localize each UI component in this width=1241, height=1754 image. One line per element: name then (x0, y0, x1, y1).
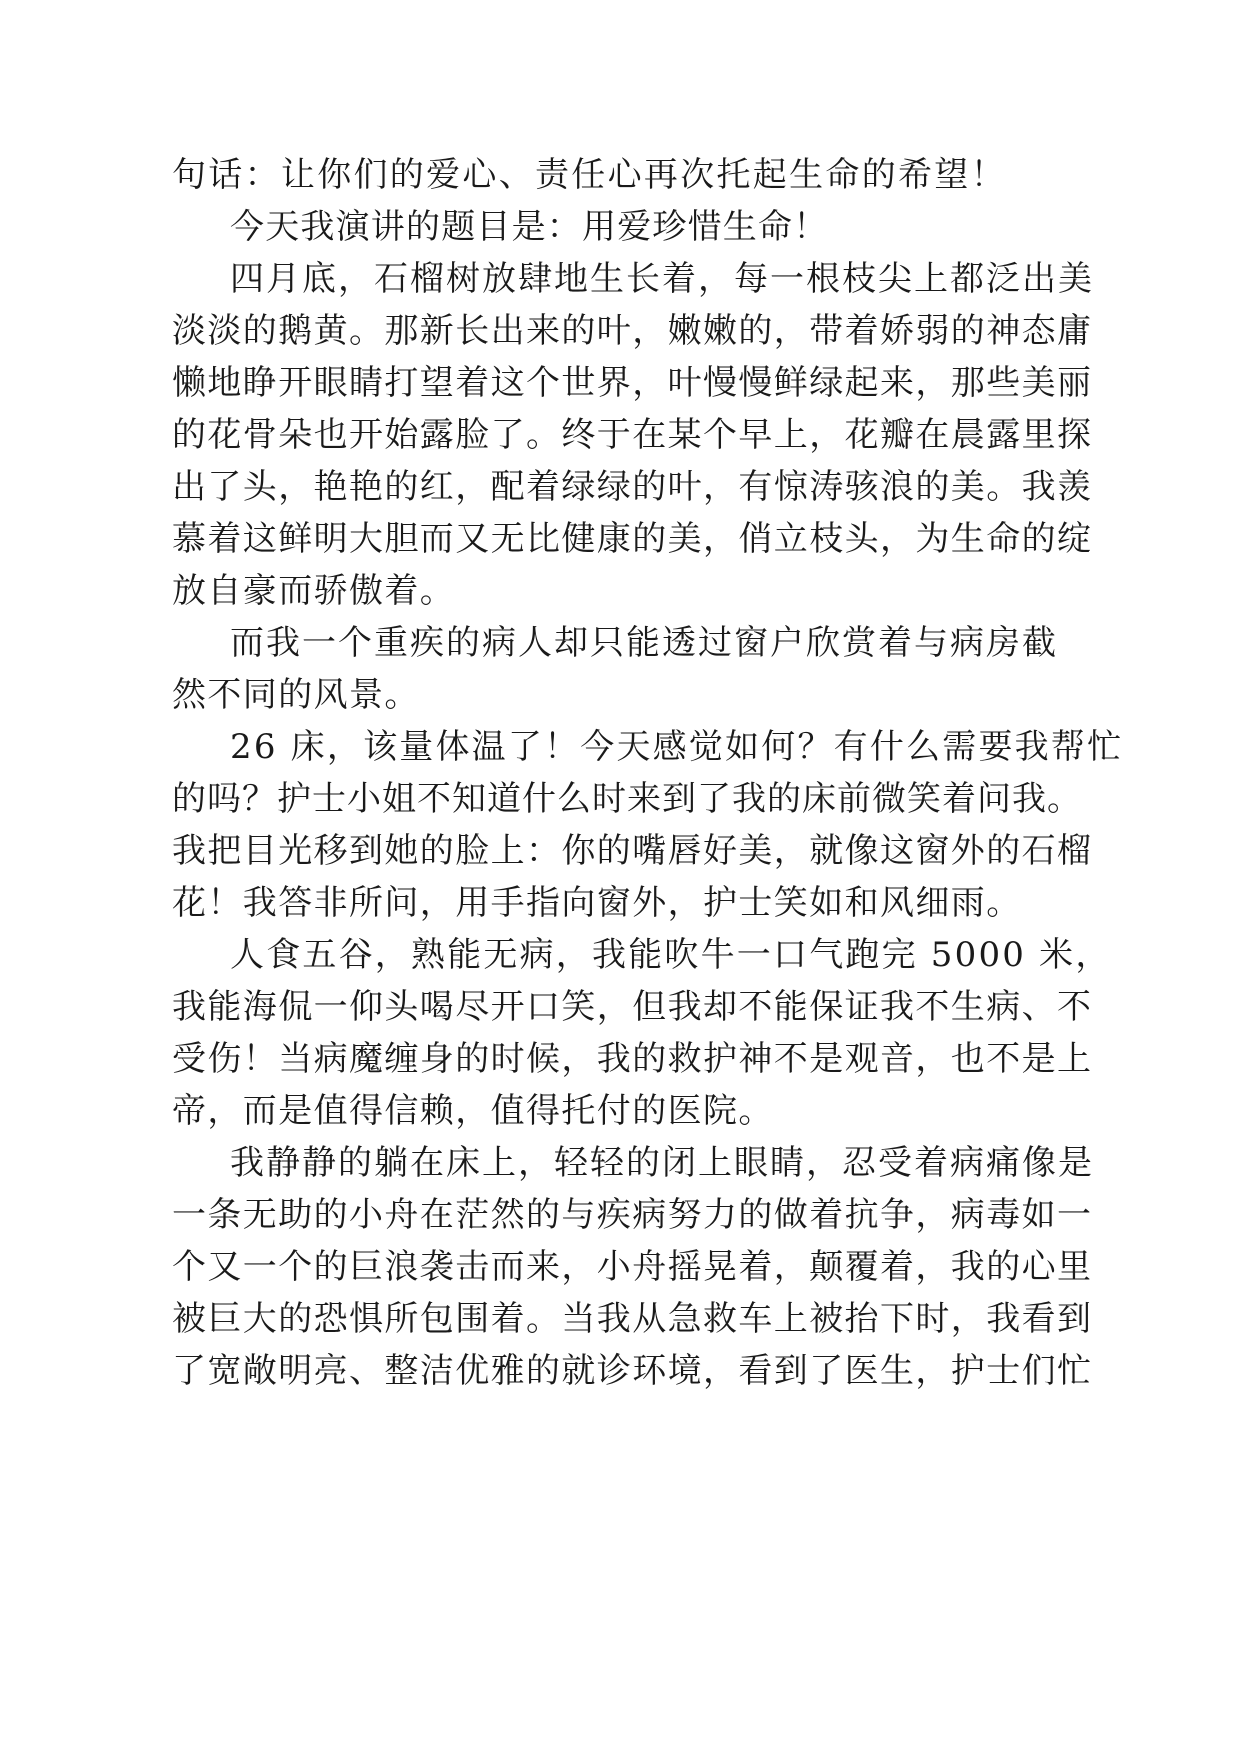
text-line: 出了头，艳艳的红，配着绿绿的叶，有惊涛骇浪的美。我羡 (172, 467, 1093, 507)
text-line: 人食五谷，熟能无病，我能吹牛一口气跑完 5000 米， (230, 935, 1112, 975)
text-line: 句话：让你们的爱心、责任心再次托起生命的希望！ (172, 155, 1007, 195)
text-line: 受伤！当病魔缠身的时候，我的救护神不是观音，也不是上 (172, 1039, 1093, 1079)
text-line: 今天我演讲的题目是：用爱珍惜生命！ (230, 207, 829, 247)
text-line: 然不同的风景。 (172, 675, 420, 715)
text-line: 个又一个的巨浪袭击而来，小舟摇晃着，颠覆着，我的心里 (172, 1247, 1093, 1287)
text-line: 了宽敞明亮、整洁优雅的就诊环境，看到了医生，护士们忙 (172, 1351, 1093, 1391)
text-line: 淡淡的鹅黄。那新长出来的叶，嫩嫩的，带着娇弱的神态庸 (172, 311, 1093, 351)
text-line: 而我一个重疾的病人却只能透过窗户欣赏着与病房截 (230, 623, 1058, 663)
text-line: 我静静的躺在床上，轻轻的闭上眼睛，忍受着病痛像是 (230, 1143, 1094, 1183)
text-line: 慕着这鲜明大胆而又无比健康的美，俏立枝头，为生命的绽 (172, 519, 1093, 559)
text-line: 四月底，石榴树放肆地生长着，每一根枝尖上都泛出美 (230, 259, 1094, 299)
text-line: 我把目光移到她的脸上：你的嘴唇好美，就像这窗外的石榴 (172, 831, 1093, 871)
text-line: 懒地睁开眼睛打望着这个世界，叶慢慢鲜绿起来，那些美丽 (172, 363, 1093, 403)
text-line: 的花骨朵也开始露脸了。终于在某个早上，花瓣在晨露里探 (172, 415, 1093, 455)
text-line: 一条无助的小舟在茫然的与疾病努力的做着抗争，病毒如一 (172, 1195, 1093, 1235)
text-line: 花！我答非所问，用手指向窗外，护士笑如和风细雨。 (172, 883, 1022, 923)
text-line: 26 床，该量体温了！今天感觉如何？有什么需要我帮忙 (230, 727, 1124, 767)
text-line: 被巨大的恐惧所包围着。当我从急救车上被抬下时，我看到 (172, 1299, 1093, 1339)
text-line: 我能海侃一仰头喝尽开口笑，但我却不能保证我不生病、不 (172, 987, 1093, 1027)
text-line: 放自豪而骄傲着。 (172, 571, 456, 611)
text-line: 帝，而是值得信赖，值得托付的医院。 (172, 1091, 774, 1131)
text-line: 的吗？护士小姐不知道什么时来到了我的床前微笑着问我。 (172, 779, 1082, 819)
